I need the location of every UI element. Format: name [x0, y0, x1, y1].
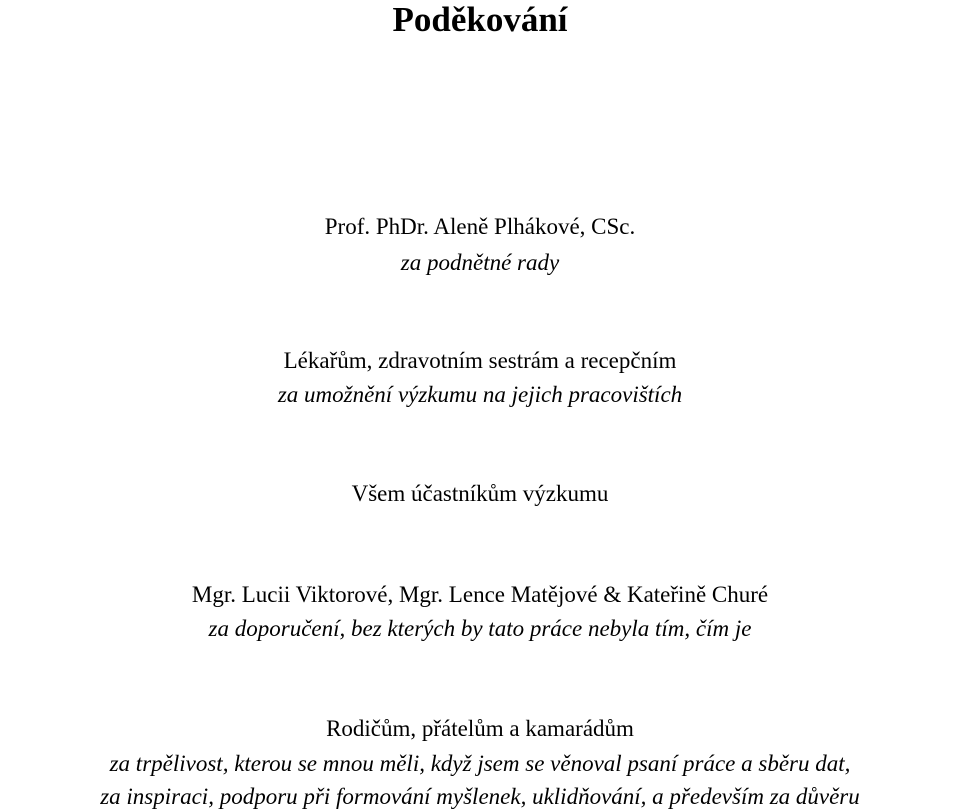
page-title: Poděkování [392, 0, 568, 39]
recommenders-reason: za doporučení, bez kterých by tato práce nebyla tím, čím je [208, 616, 752, 641]
recommenders-names: Mgr. Lucii Viktorové, Mgr. Lence Matějové & Kateřině Churé [191, 582, 769, 607]
supervisor-reason: za podnětné rady [400, 250, 560, 275]
family-friends-reason-line-2: za inspiraci, podporu při formování myšlenek, uklidňování, a především za důvěru [100, 784, 860, 809]
supervisor-name: Prof. PhDr. Aleně Plhákové, CSc. [324, 214, 636, 239]
family-friends-reason-line-1: za trpělivost, kterou se mnou měli, když jsem se věnoval psaní práce a sběru dat, [109, 751, 851, 776]
medical-staff-reason: za umožnění výzkumu na jejich pracovištích [277, 382, 683, 407]
participants-name: Všem účastníkům výzkumu [351, 481, 609, 506]
medical-staff-name: Lékařům, zdravotním sestrám a recepčním [283, 348, 677, 373]
family-friends-name: Rodičům, přátelům a kamarádům [326, 716, 634, 741]
